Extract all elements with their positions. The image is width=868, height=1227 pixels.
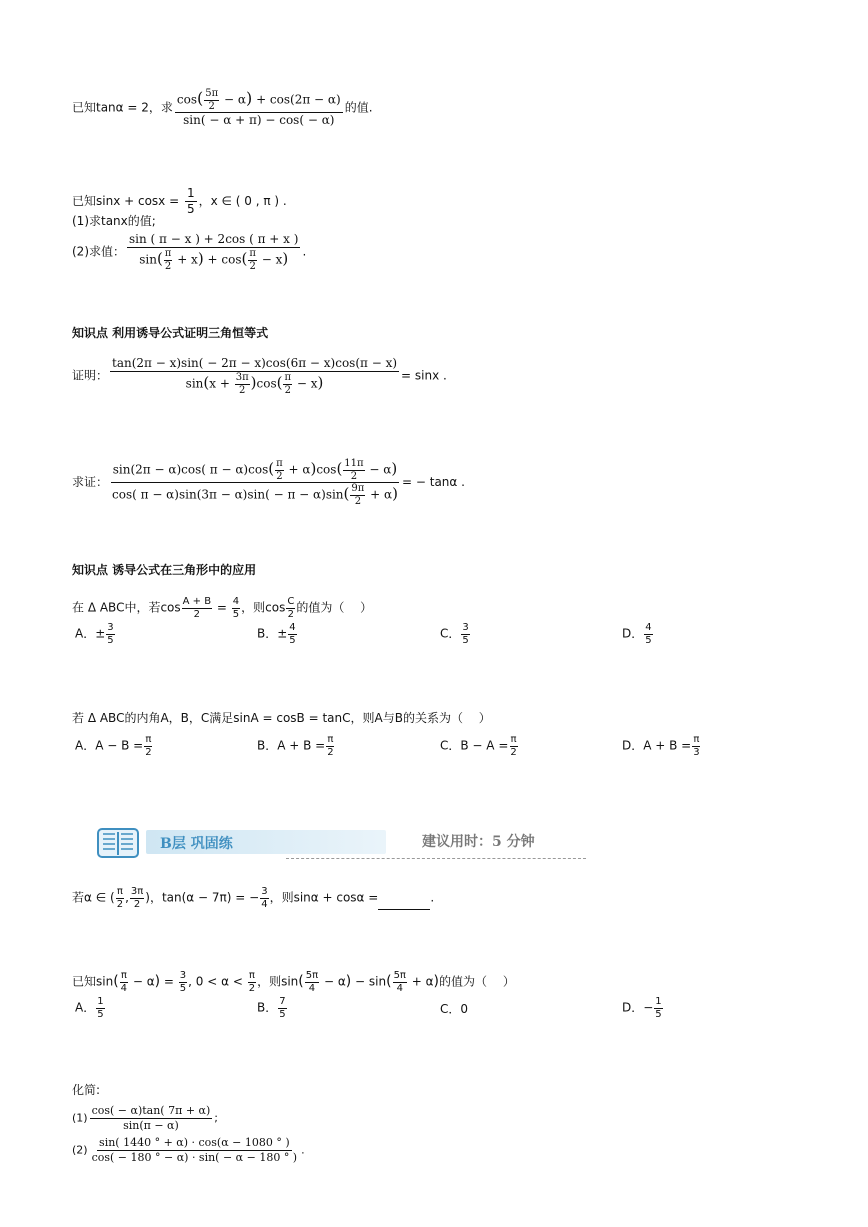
- book-icon: [96, 826, 140, 860]
- q2-part2: (2)求值： sin ( π − x ) + 2cos ( π + x ) sin( $\frac{\pi}{2}$ + x) + cos( $\frac{\pi}{2}$ − x) .: [72, 232, 307, 272]
- question-7: 若α ∈ ( $\frac{\pi}{2}$ , $\frac{3\pi}{2}$ )，tan(α − 7π) = − $\frac{3}{4}$ ，则sinα + cosα = .: [72, 886, 435, 910]
- q1-prefix: 已知tanα = 2，求: [72, 100, 173, 115]
- q4-fraction: sin(2π − α)cos( π − α)cos( $\frac{\pi}{2}$ + α)cos( $\frac{11\pi}{2}$ − α) cos( π − α)sin(3π − α)sin( − π − α)sin( $\frac{9\pi}{2}$ + α): [112, 458, 398, 507]
- level-label: B层 巩固练: [160, 836, 233, 852]
- question-4: [72, 458, 465, 507]
- q8-option-d[interactable]: D．− $\frac{1}{5}$: [622, 996, 662, 1020]
- question-6: 若 Δ ABC的内角A，B，C满足sinA = cosB = tanC，则A与B的关系为（ ）: [72, 711, 491, 725]
- question-1: [72, 88, 373, 128]
- question-2: 已知sinx + cosx = $\frac{1}{5}$ ，x ∈ ( 0 , π ) .: [72, 186, 287, 216]
- q8-option-c[interactable]: C．0: [440, 1002, 469, 1016]
- q1-suffix: 的值.: [344, 100, 373, 115]
- q3-fraction: tan(2π − x)sin( − 2π − x)cos(6π − x)cos(π − x) sin(x + $\frac{3\pi}{2}$ )cos( $\frac{\pi}{2}$ − x): [112, 356, 398, 396]
- q3-rhs: = sinx .: [401, 368, 447, 383]
- q7-stem-c: ，则sinα + cosα =: [269, 890, 379, 905]
- q9-p2-label: (2): [72, 1143, 88, 1157]
- q7-stem-a: 若α ∈ (: [72, 890, 115, 905]
- q4-rhs: = − tanα .: [402, 475, 465, 489]
- q9-part-2: (2) $\frac{\sin( 1440 ^\circ + \alpha) \cdot \cos(\alpha - 1080 ^\circ )}{\cos( - 180 ^\circ - \alpha) \cdot \sin( - \alpha - 180 ^\circ )}$ .: [72, 1136, 305, 1164]
- q5-option-a[interactable]: A．± $\frac{3}{5}$: [75, 622, 114, 646]
- q6-option-c[interactable]: C．B − A = $\frac{\pi}{2}$: [440, 734, 517, 758]
- q2-part1: (1)求tanx的值;: [72, 214, 156, 228]
- q8-stem: 的值为（ ）: [439, 974, 515, 989]
- answer-blank[interactable]: [378, 897, 430, 910]
- suggested-time: 建议用时：5 分钟: [422, 834, 535, 850]
- q2-fraction: sin ( π − x ) + 2cos ( π + x ) sin( $\frac{\pi}{2}$ + x) + cos( $\frac{\pi}{2}$ − x): [129, 232, 299, 272]
- q4-label: 求证：: [72, 475, 109, 489]
- q9-label: 化简:: [72, 1083, 101, 1097]
- level-label-box: [146, 830, 386, 854]
- q2-prefix: 已知sinx + cosx =: [72, 194, 183, 208]
- q5-stem-b: ，则cos: [241, 600, 286, 615]
- level-banner: [96, 822, 586, 864]
- q2-suffix: ，x ∈ ( 0 , π ) .: [198, 194, 287, 208]
- q9-p1-label: (1): [72, 1111, 88, 1125]
- q9-part-1: (1) $\frac{\cos( - \alpha)\tan( 7\pi + \alpha)}{\sin(\pi - \alpha)}$ ;: [72, 1104, 218, 1132]
- q5-stem-a: 在 Δ ABC中，若cos: [72, 600, 181, 615]
- q6-option-a[interactable]: A．A − B = $\frac{\pi}{2}$: [75, 734, 152, 758]
- question-5: 在 Δ ABC中，若cos $\frac{A + B}{2}$ = $\frac{4}{5}$ ，则cos $\frac{C}{2}$ 的值为（ ）: [72, 596, 373, 620]
- section-heading-2: 知识点 诱导公式在三角形中的应用: [72, 563, 257, 577]
- banner-divider: [286, 858, 586, 859]
- question-3: [72, 356, 447, 396]
- q5-option-b[interactable]: B．± $\frac{4}{5}$: [257, 622, 296, 646]
- q2-part2-label: (2)求值：: [72, 244, 125, 259]
- q5-option-d[interactable]: D． $\frac{4}{5}$: [622, 622, 652, 646]
- q5-stem-c: 的值为（ ）: [296, 600, 373, 615]
- q8-option-b[interactable]: B． $\frac{7}{5}$: [257, 996, 286, 1020]
- q1-fraction: cos( $\frac{5\pi}{2}$ − α) + cos(2π − α) sin( − α + π) − cos( − α): [176, 88, 341, 127]
- q8-option-a[interactable]: A． $\frac{1}{5}$: [75, 996, 104, 1020]
- q6-option-b[interactable]: B．A + B = $\frac{\pi}{2}$: [257, 734, 334, 758]
- question-8: 已知sin( $\frac{\pi}{4}$ − α) = $\frac{3}{5}$ , 0 < α < $\frac{\pi}{2}$ ，则sin( $\frac{5\pi}{4}$ − α) − sin( $\frac{5\pi}{4}$ + α)的值为（ ）: [72, 970, 515, 994]
- q7-stem-b: )，tan(α − 7π) = −: [145, 890, 260, 905]
- section-heading-1: 知识点 利用诱导公式证明三角恒等式: [72, 326, 269, 340]
- q7-stem-d: .: [430, 890, 435, 905]
- q6-option-d[interactable]: D．A + B = $\frac{\pi}{3}$: [622, 734, 700, 758]
- q3-label: 证明：: [72, 368, 109, 383]
- q5-option-c[interactable]: C． $\frac{3}{5}$: [440, 622, 469, 646]
